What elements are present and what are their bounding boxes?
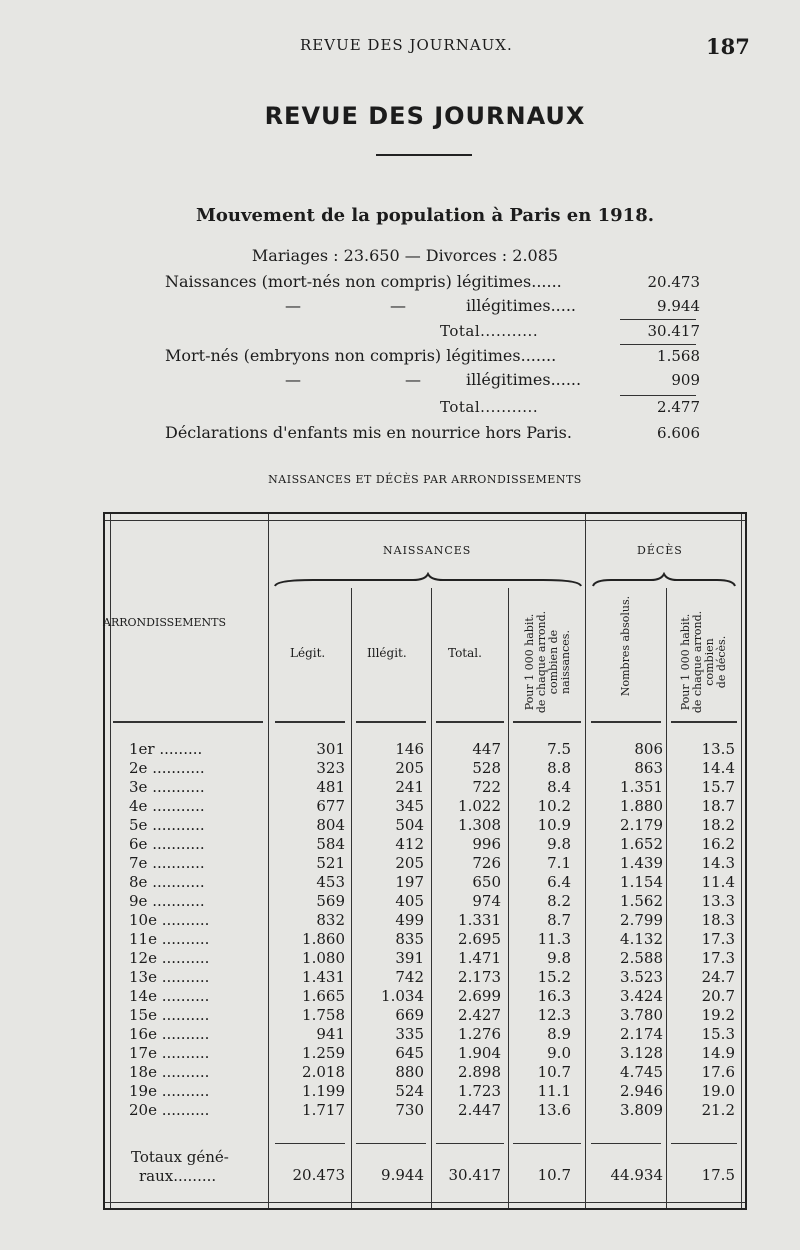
cell-total: 726 [472,854,501,872]
cell-legit: 569 [316,892,345,910]
cell-drate: 17.6 [701,1063,735,1081]
cell-total: 2.173 [458,968,501,986]
header-rule [671,721,737,723]
cell-illegit: 412 [395,835,424,853]
mortnes-legit-value: 1.568 [657,347,700,365]
total-label: Total........... [440,398,539,416]
cell-nrate: 16.3 [537,987,571,1005]
total-header: Total. [448,646,482,660]
totals-illegit: 9.944 [381,1166,424,1184]
cell-illegit: 499 [395,911,424,929]
arrondissement-label: 14e .......... [129,987,210,1005]
cell-deces: 3.809 [620,1101,663,1119]
cell-drate: 13.5 [701,740,735,758]
cell-deces: 3.523 [620,968,663,986]
cell-illegit: 524 [395,1082,424,1100]
cell-nrate: 11.1 [537,1082,571,1100]
header-rule [591,721,661,723]
cell-nrate: 9.8 [547,835,571,853]
ditto-dash: — [405,370,421,389]
mortnes-legit-label: Mort-nés (embryons non compris) légitimes....... [165,346,557,365]
cell-total: 722 [472,778,501,796]
deces-group-header: DÉCÈS [637,544,683,557]
cell-nrate: 7.1 [547,854,571,872]
cell-legit: 1.080 [302,949,345,967]
totals-rule [513,1143,581,1144]
cell-total: 1.723 [458,1082,501,1100]
cell-deces: 2.174 [620,1025,663,1043]
cell-drate: 11.4 [701,873,735,891]
cell-legit: 1.199 [302,1082,345,1100]
arrondissements-header: ARRONDISSEMENTS [103,616,227,629]
nourrice-value: 6.606 [657,424,700,442]
top-inner-rule [105,520,745,521]
cell-total: 528 [472,759,501,777]
deces-rate-header: Pour 1 000 habit. de chaque arrond. combien de décès. [679,610,728,714]
header-rule [436,721,504,723]
cell-legit: 521 [316,854,345,872]
cell-drate: 17.3 [701,930,735,948]
cell-drate: 19.0 [701,1082,735,1100]
cell-drate: 18.2 [701,816,735,834]
arrondissement-label: 11e .......... [129,930,210,948]
total-value: 2.477 [657,398,700,416]
cell-total: 1.471 [458,949,501,967]
header-rule [275,721,345,723]
totals-naissances-rate: 10.7 [537,1166,571,1184]
totals-total: 30.417 [448,1166,501,1184]
cell-total: 1.308 [458,816,501,834]
section-subtitle: Mouvement de la population à Paris en 1918. [196,205,654,226]
arrondissement-label: 7e ........... [129,854,205,872]
cell-illegit: 835 [395,930,424,948]
cell-total: 996 [472,835,501,853]
naissances-legit-label: Naissances (mort-nés non compris) légitimes...... [165,272,562,291]
cell-deces: 4.132 [620,930,663,948]
cell-legit: 323 [316,759,345,777]
arrondissement-label: 20e .......... [129,1101,210,1119]
cell-nrate: 9.8 [547,949,571,967]
ditto-dash: — [390,296,406,315]
arrondissement-label: 19e .......... [129,1082,210,1100]
cell-deces: 4.745 [620,1063,663,1081]
total-value: 30.417 [647,322,700,340]
cell-nrate: 10.7 [537,1063,571,1081]
cell-nrate: 8.4 [547,778,571,796]
cell-total: 2.447 [458,1101,501,1119]
cell-drate: 14.4 [701,759,735,777]
cell-illegit: 742 [395,968,424,986]
arrondissement-label: 15e .......... [129,1006,210,1024]
table-caption: NAISSANCES ET DÉCÈS PAR ARRONDISSEMENTS [268,473,582,486]
totals-rule [275,1143,345,1144]
cell-drate: 18.3 [701,911,735,929]
cell-nrate: 12.3 [537,1006,571,1024]
cell-deces: 2.799 [620,911,663,929]
cell-nrate: 8.8 [547,759,571,777]
cell-total: 2.427 [458,1006,501,1024]
cell-deces: 2.588 [620,949,663,967]
column-divider [431,588,432,1208]
title-rule [376,154,472,156]
arrondissement-label: 17e .......... [129,1044,210,1062]
bottom-inner-rule [105,1202,745,1203]
sum-rule [620,395,696,396]
arrondissement-label: 8e ........... [129,873,205,891]
cell-deces: 1.154 [620,873,663,891]
cell-total: 650 [472,873,501,891]
arrondissements-table [103,512,747,1210]
cell-nrate: 9.0 [547,1044,571,1062]
arrondissement-label: 12e .......... [129,949,210,967]
cell-illegit: 335 [395,1025,424,1043]
totals-label: Totaux géné- [131,1148,229,1166]
cell-nrate: 10.9 [537,816,571,834]
header-rule [356,721,426,723]
cell-legit: 584 [316,835,345,853]
cell-legit: 1.860 [302,930,345,948]
marriages-line: Mariages : 23.650 — Divorces : 2.085 [251,246,559,265]
arrondissement-label: 3e ........... [129,778,205,796]
cell-nrate: 10.2 [537,797,571,815]
cell-deces: 3.424 [620,987,663,1005]
cell-legit: 1.431 [302,968,345,986]
cell-nrate: 15.2 [537,968,571,986]
naissances-legit-value: 20.473 [647,273,700,291]
naissances-group-header: NAISSANCES [383,544,472,557]
cell-deces: 1.880 [620,797,663,815]
cell-deces: 1.351 [620,778,663,796]
totals-deces: 44.934 [610,1166,663,1184]
cell-total: 2.695 [458,930,501,948]
cell-total: 1.331 [458,911,501,929]
cell-illegit: 1.034 [381,987,424,1005]
arrondissement-label: 2e ........... [129,759,205,777]
cell-drate: 18.7 [701,797,735,815]
cell-deces: 1.562 [620,892,663,910]
cell-drate: 21.2 [701,1101,735,1119]
cell-deces: 3.128 [620,1044,663,1062]
totals-rule [671,1143,737,1144]
cell-total: 2.699 [458,987,501,1005]
cell-illegit: 405 [395,892,424,910]
cell-illegit: 504 [395,816,424,834]
page-number: 187 [706,34,750,59]
cell-legit: 481 [316,778,345,796]
totals-label: raux......... [139,1167,217,1185]
cell-drate: 13.3 [701,892,735,910]
cell-legit: 832 [316,911,345,929]
cell-drate: 20.7 [701,987,735,1005]
column-divider [268,514,269,1208]
page-title: REVUE DES JOURNAUX [264,102,586,130]
nourrice-label: Déclarations d'enfants mis en nourrice hors Paris. [165,423,572,442]
cell-total: 974 [472,892,501,910]
cell-drate: 16.2 [701,835,735,853]
cell-nrate: 8.9 [547,1025,571,1043]
header-rule [513,721,581,723]
cell-deces: 806 [634,740,663,758]
arrondissement-label: 6e ........... [129,835,205,853]
arrondissement-label: 18e .......... [129,1063,210,1081]
cell-illegit: 645 [395,1044,424,1062]
cell-legit: 453 [316,873,345,891]
cell-illegit: 197 [395,873,424,891]
totals-rule [436,1143,504,1144]
arrondissement-label: 1er ......... [129,740,203,758]
deces-brace [591,572,737,590]
cell-drate: 15.3 [701,1025,735,1043]
cell-drate: 19.2 [701,1006,735,1024]
deces-abs-header: Nombres absolus. [619,595,632,697]
cell-illegit: 730 [395,1101,424,1119]
totals-deces-rate: 17.5 [701,1166,735,1184]
cell-total: 1.276 [458,1025,501,1043]
cell-nrate: 8.2 [547,892,571,910]
arrondissement-label: 13e .......... [129,968,210,986]
cell-legit: 1.758 [302,1006,345,1024]
cell-nrate: 11.3 [537,930,571,948]
arrondissement-label: 10e .......... [129,911,210,929]
sum-rule [620,344,696,345]
mortnes-illegit-value: 909 [671,371,700,389]
cell-deces: 1.439 [620,854,663,872]
cell-nrate: 6.4 [547,873,571,891]
arrondissement-label: 4e ........... [129,797,205,815]
cell-drate: 14.3 [701,854,735,872]
cell-deces: 863 [634,759,663,777]
cell-illegit: 880 [395,1063,424,1081]
cell-illegit: 391 [395,949,424,967]
cell-illegit: 205 [395,854,424,872]
header-rule [113,721,263,723]
cell-deces: 2.946 [620,1082,663,1100]
cell-illegit: 669 [395,1006,424,1024]
total-label: Total........... [440,322,539,340]
arrondissement-label: 5e ........... [129,816,205,834]
column-divider [585,514,586,1208]
column-divider [741,514,742,1208]
cell-drate: 14.9 [701,1044,735,1062]
ditto-dash: — [285,370,301,389]
totals-legit: 20.473 [292,1166,345,1184]
ditto-dash: — [285,296,301,315]
cell-drate: 24.7 [701,968,735,986]
naissances-illegit-label: illégitimes..... [466,296,577,315]
cell-illegit: 205 [395,759,424,777]
totals-rule [591,1143,661,1144]
illegit-header: Illégit. [367,646,407,660]
column-divider [508,588,509,1208]
cell-total: 1.022 [458,797,501,815]
cell-nrate: 7.5 [547,740,571,758]
legit-header: Légit. [290,646,326,660]
sum-rule [620,319,696,320]
cell-legit: 804 [316,816,345,834]
running-head: REVUE DES JOURNAUX. [300,36,513,54]
cell-legit: 1.665 [302,987,345,1005]
column-divider [351,588,352,1208]
cell-legit: 1.259 [302,1044,345,1062]
cell-total: 1.904 [458,1044,501,1062]
naissances-brace [273,572,583,590]
totals-rule [356,1143,426,1144]
cell-legit: 941 [316,1025,345,1043]
column-divider [666,588,667,1208]
cell-total: 2.898 [458,1063,501,1081]
cell-deces: 1.652 [620,835,663,853]
cell-illegit: 146 [395,740,424,758]
cell-drate: 15.7 [701,778,735,796]
cell-nrate: 8.7 [547,911,571,929]
cell-illegit: 345 [395,797,424,815]
cell-deces: 2.179 [620,816,663,834]
mortnes-illegit-label: illégitimes...... [466,370,582,389]
arrondissement-label: 9e ........... [129,892,205,910]
cell-total: 447 [472,740,501,758]
cell-legit: 677 [316,797,345,815]
cell-legit: 2.018 [302,1063,345,1081]
cell-legit: 301 [316,740,345,758]
cell-deces: 3.780 [620,1006,663,1024]
arrondissement-label: 16e .......... [129,1025,210,1043]
cell-nrate: 13.6 [537,1101,571,1119]
cell-illegit: 241 [395,778,424,796]
cell-drate: 17.3 [701,949,735,967]
cell-legit: 1.717 [302,1101,345,1119]
naissances-rate-header: Pour 1 000 habit. de chaque arrond. combien de naissances. [523,610,572,714]
naissances-illegit-value: 9.944 [657,297,700,315]
